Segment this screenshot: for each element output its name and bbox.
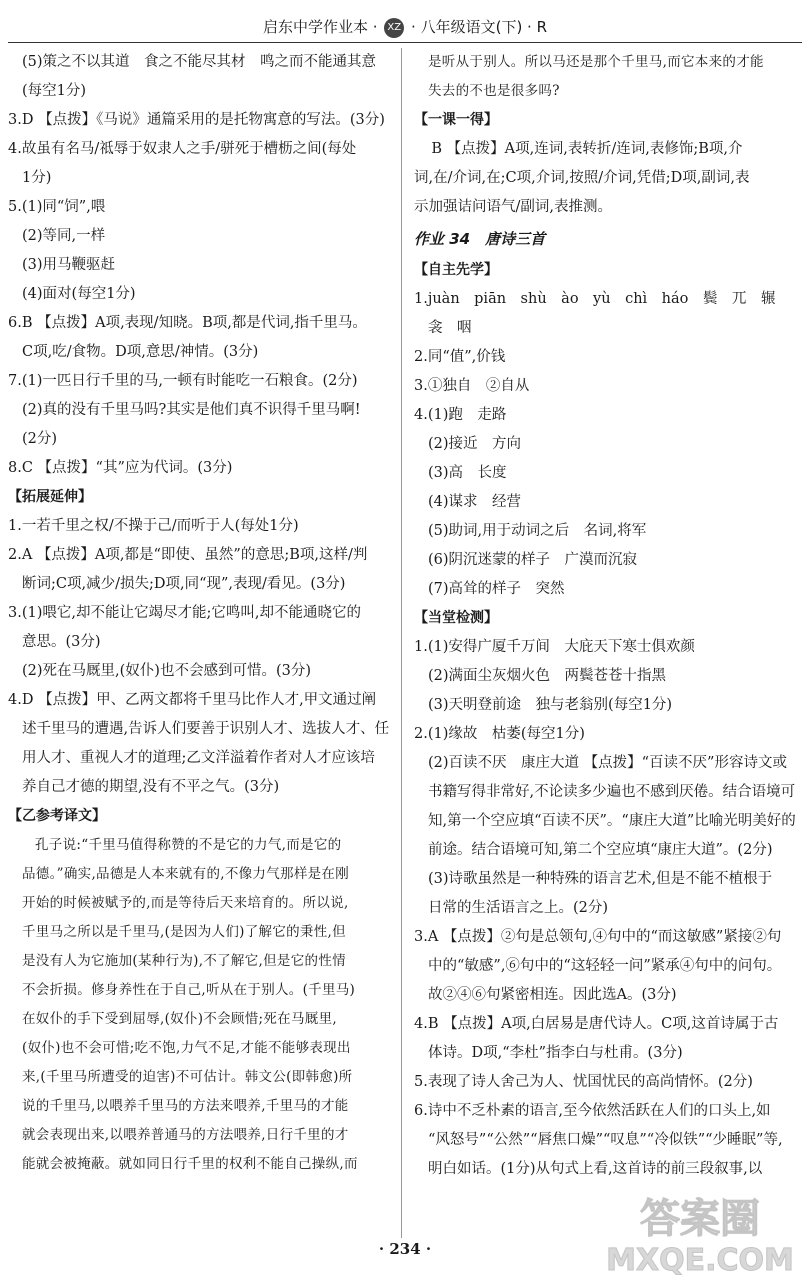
text-line: 在奴仆的手下受到屈辱,(奴仆)不会顾惜;死在马厩里,: [22, 1011, 337, 1027]
text-line: 3.①独自 ②自从: [414, 378, 530, 394]
text-line: 体诗。D项,“李杜”指李白与杜甫。(3分): [428, 1045, 683, 1061]
section-heading: 【当堂检测】: [414, 610, 498, 626]
text-line: 1分): [22, 170, 52, 186]
header-rule: [8, 42, 802, 43]
text-line: 6.诗中不乏朴素的语言,至今依然活跃在人们的口头上,如: [414, 1103, 771, 1119]
text-line: 意思。(3分): [22, 634, 101, 650]
text-line: (2)百读不厌 康庄大道 【点拨】“百读不厌”形容诗文或: [428, 755, 787, 771]
text-line: 用人才、重视人才的道理;乙文洋溢着作者对人才应该培: [22, 750, 375, 766]
text-line: 千里马之所以是千里马,(是因为人们)了解它的秉性,但: [22, 924, 346, 940]
text-line: (3)高 长度: [428, 465, 507, 481]
text-line: 2.(1)缘故 枯萎(每空1分): [414, 726, 585, 742]
text-line: 3.A 【点拨】②句是总领句,④句中的“而这敏感”紧接②句: [414, 929, 782, 945]
text-line: 能就会被掩蔽。就如同日行千里的权利不能自己操纵,而: [22, 1156, 358, 1172]
section-heading: 【自主先学】: [414, 262, 498, 278]
text-line: (6)阴沉迷蒙的样子 广漠而沉寂: [428, 552, 638, 568]
text-line: (3)天明登前途 独与老翁别(每空1分): [428, 697, 673, 713]
text-line: 说的千里马,以喂养千里马的方法来喂养,千里马的才能: [22, 1098, 349, 1114]
text-line: 2.A 【点拨】A项,都是“即使、虽然”的意思;B项,这样/判: [8, 547, 368, 563]
text-line: 2.同“值”,价钱: [414, 349, 506, 365]
text-line: (3)诗歌虽然是一种特殊的语言艺术,但是不能不植根于: [428, 871, 773, 887]
text-line: C项,吃/食物。D项,意思/神情。(3分): [22, 344, 259, 360]
text-line: (5)策之不以其道 食之不能尽其材 鸣之而不能通其意: [22, 54, 377, 70]
text-line: (4)谋求 经营: [428, 494, 522, 510]
text-line: 是听从于别人。所以马还是那个千里马,而它本来的才能: [428, 54, 764, 70]
text-line: 品德。”确实,品德是人本来就有的,不像力气那样是在刚: [22, 866, 350, 882]
section-heading: 【一课一得】: [414, 112, 498, 128]
text-line: 故②④⑥句紧密相连。因此选A。(3分): [428, 987, 677, 1003]
text-line: 衾 咽: [428, 320, 472, 336]
header-suffix: · 八年级语文(下) · R: [406, 18, 548, 36]
text-line: 知,第一个空应填“百读不厌”。“康庄大道”比喻光明美好的: [428, 813, 796, 829]
text-line: 8.C 【点拨】“其”应为代词。(3分): [8, 460, 233, 476]
text-line: “风怒号”“公然”“唇焦口燥”“叹息”“冷似铁”“少睡眠”等,: [428, 1132, 783, 1148]
watermark-logo: [600, 1190, 805, 1278]
text-line: 失去的不也是很多吗?: [428, 83, 560, 99]
text-line: (7)高耸的样子 突然: [428, 581, 565, 597]
text-line: 4.B 【点拨】A项,白居易是唐代诗人。C项,这首诗属于古: [414, 1016, 779, 1032]
text-line: (3)用马鞭驱赶: [22, 257, 116, 273]
text-line: (2)等同,一样: [22, 228, 106, 244]
text-line: 来,(千里马所遭受的迫害)不可估计。韩文公(即韩愈)所: [22, 1069, 353, 1085]
text-line: 4.(1)跑 走路: [414, 407, 507, 423]
text-line: 明白如话。(1分)从句式上看,这首诗的前三段叙事,以: [428, 1161, 763, 1177]
text-line: 1.juàn piān shù ào yù chì háo 鬓 兀 辗: [414, 291, 776, 307]
text-line: 4.故虽有名马/祗辱于奴隶人之手/骈死于槽枥之间(每处: [8, 141, 357, 157]
text-line: (每空1分): [22, 83, 87, 99]
text-line: (2)接近 方向: [428, 436, 522, 452]
text-line: 是没有人为它施加(某种行为),不了解它,但是它的性情: [22, 953, 346, 969]
page-header: [0, 14, 810, 40]
text-line: 前途。结合语境可知,第二个空应填“康庄大道”。(2分): [428, 842, 773, 858]
text-line: 中的“敏感”,⑥句中的“这轻轻一问”紧承④句中的问句。: [428, 958, 782, 974]
svg-text:MXQE.COM: MXQE.COM: [606, 1243, 794, 1278]
text-line: 5.表现了诗人舍己为人、忧国忧民的高尚情怀。(2分): [414, 1074, 753, 1090]
section-heading: 【乙参考译文】: [8, 808, 106, 824]
header-prefix: 启东中学作业本 ·: [262, 18, 383, 36]
text-line: B 【点拨】A项,连词,表转折/连词,表修饰;B项,介: [431, 141, 743, 157]
text-line: 1.(1)安得广厦千万间 大庇天下寒士俱欢颜: [414, 639, 695, 655]
text-line: 孔子说:“千里马值得称赞的不是它的力气,而是它的: [35, 837, 342, 853]
text-line: (奴仆)也不会可惜;吃不饱,力气不足,才能不能够表现出: [22, 1040, 351, 1056]
text-line: 示加强诘问语气/副词,表推测。: [414, 199, 612, 215]
text-line: 7.(1)一匹日行千里的马,一顿有时能吃一石粮食。(2分): [8, 373, 358, 389]
text-line: 1.一若千里之权/不操于己/而听于人(每处1分): [8, 518, 299, 534]
text-line: 就会表现出来,以喂养普通马的方法喂养,日行千里的才: [22, 1127, 349, 1143]
text-line: (2)满面尘灰烟火色 两鬓苍苍十指黑: [428, 668, 667, 684]
column-divider: [401, 48, 402, 1238]
xz-badge-icon: XZ: [384, 18, 404, 38]
right-column: [414, 48, 804, 1184]
text-line: (5)助词,用于动词之后 名词,将军: [428, 523, 647, 539]
text-line: 4.D 【点拨】甲、乙两文都将千里马比作人才,甲文通过阐: [8, 692, 377, 708]
text-line: 开始的时候被赋予的,而是等待后天来培育的。所以说,: [22, 895, 349, 911]
text-line: 6.B 【点拨】A项,表现/知晓。B项,都是代词,指千里马。: [8, 315, 367, 331]
text-line: 述千里马的遭遇,告诉人们要善于识别人才、选拔人才、任: [22, 721, 390, 737]
svg-text:答案圈: 答案圈: [640, 1196, 760, 1242]
text-line: 养自己才德的期望,没有不平之气。(3分): [22, 779, 280, 795]
text-line: 不会折损。修身养性在于自己,听从在于别人。(千里马): [22, 982, 356, 998]
text-line: 词,在/介词,在;C项,介词,按照/介词,凭借;D项,副词,表: [414, 170, 750, 186]
text-line: 断词;C项,减少/损失;D项,同“现”,表现/看见。(3分): [22, 576, 346, 592]
text-line: (2)死在马厩里,(奴仆)也不会感到可惜。(3分): [22, 663, 312, 679]
text-line: (2)真的没有千里马吗?其实是他们真不识得千里马啊!: [22, 402, 361, 418]
text-line: 3.(1)喂它,却不能让它竭尽才能;它鸣叫,却不能通晓它的: [8, 605, 361, 621]
section-heading: 【拓展延伸】: [8, 489, 92, 505]
left-column: [8, 48, 398, 1179]
text-line: 书籍写得非常好,不论读多少遍也不感到厌倦。结合语境可: [428, 784, 796, 800]
assignment-title: 作业 34 唐诗三首: [414, 230, 546, 248]
text-line: 日常的生活语言之上。(2分): [428, 900, 609, 916]
text-line: 3.D 【点拨】《马说》通篇采用的是托物寓意的写法。(3分): [8, 112, 385, 128]
text-line: (2分): [22, 431, 58, 447]
text-line: 5.(1)同“饲”,喂: [8, 199, 106, 215]
page-number: · 234 ·: [378, 1240, 432, 1258]
text-line: (4)面对(每空1分): [22, 286, 136, 302]
